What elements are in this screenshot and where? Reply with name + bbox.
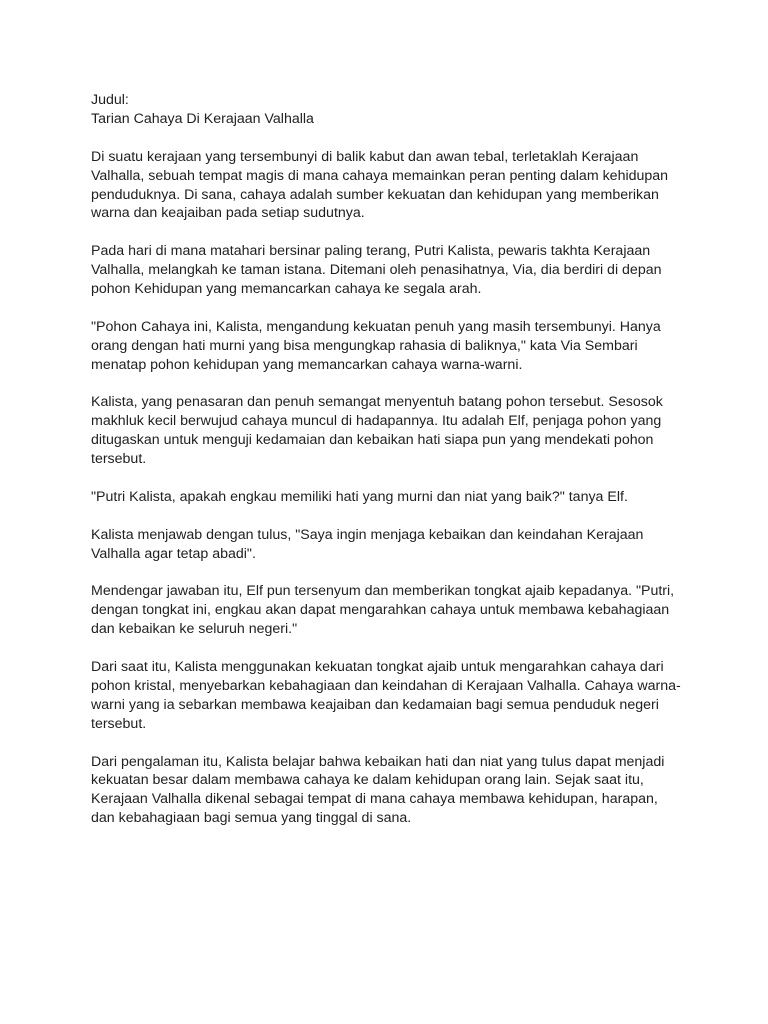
story-title: Tarian Cahaya Di Kerajaan Valhalla	[91, 110, 314, 127]
paragraph-1: Di suatu kerajaan yang tersembunyi di balik kabut dan awan tebal, terletaklah Kerajaan Valhalla, sebuah tempat magis di mana cahaya memainkan peran penting dalam kehidupan penduduknya. Di sana, cahaya adalah sumber kekuatan dan kehidupan yang memberikan warna dan keajaiban pada setiap sudutnya.	[91, 148, 669, 222]
document-body	[91, 91, 681, 828]
paragraph-4: Kalista, yang penasaran dan penuh semangat menyentuh batang pohon tersebut. Sesosok makhluk kecil berwujud cahaya muncul di hadapannya. Itu adalah Elf, penjaga pohon yang ditugaskan untuk menguji kedamaian dan kebaikan hati siapa pun yang mendekati pohon tersebut.	[91, 394, 663, 468]
paragraph-5: "Putri Kalista, apakah engkau memiliki hati yang murni dan niat yang baik?" tanya Elf.	[91, 488, 628, 505]
paragraph-6: Kalista menjawab dengan tulus, "Saya ingin menjaga kebaikan dan keindahan Kerajaan Valhalla agar tetap abadi".	[91, 526, 644, 562]
title-label: Judul:	[91, 92, 129, 108]
paragraph-2: Pada hari di mana matahari bersinar paling terang, Putri Kalista, pewaris takhta Kerajaan Valhalla, melangkah ke taman istana. Ditemani oleh penasihatnya, Via, dia berdiri di depan pohon Kehidupan yang memancarkan cahaya ke segala arah.	[91, 243, 662, 298]
paragraph-3: "Pohon Cahaya ini, Kalista, mengandung kekuatan penuh yang masih tersembunyi. Hanya orang dengan hati murni yang bisa mengungkap rahasia di baliknya," kata Via Sembari menatap pohon kehidupan yang memancarkan cahaya warna-warni.	[91, 318, 661, 373]
paragraph-8: Dari saat itu, Kalista menggunakan kekuatan tongkat ajaib untuk mengarahkan cahaya dari pohon kristal, menyebarkan kebahagiaan dan keindahan di Kerajaan Valhalla. Cahaya warna-warni yang ia sebarkan membawa keajaiban dan kedamaian bagi semua penduduk negeri tersebut.	[91, 659, 681, 732]
paragraph-7: Mendengar jawaban itu, Elf pun tersenyum dan memberikan tongkat ajaib kepadanya. "Putri, dengan tongkat ini, engkau akan dapat mengarahkan cahaya untuk membawa kebahagiaan dan kebaikan ke seluruh negeri."	[91, 583, 675, 638]
paragraph-9: Dari pengalaman itu, Kalista belajar bahwa kebaikan hati dan niat yang tulus dapat menjadi kekuatan besar dalam membawa cahaya ke dalam kehidupan orang lain. Sejak saat itu, Kerajaan Valhalla dikenal sebagai tempat di mana cahaya membawa kehidupan, harapan, dan kebahagiaan bagi semua yang tinggal di sana.	[91, 753, 665, 827]
